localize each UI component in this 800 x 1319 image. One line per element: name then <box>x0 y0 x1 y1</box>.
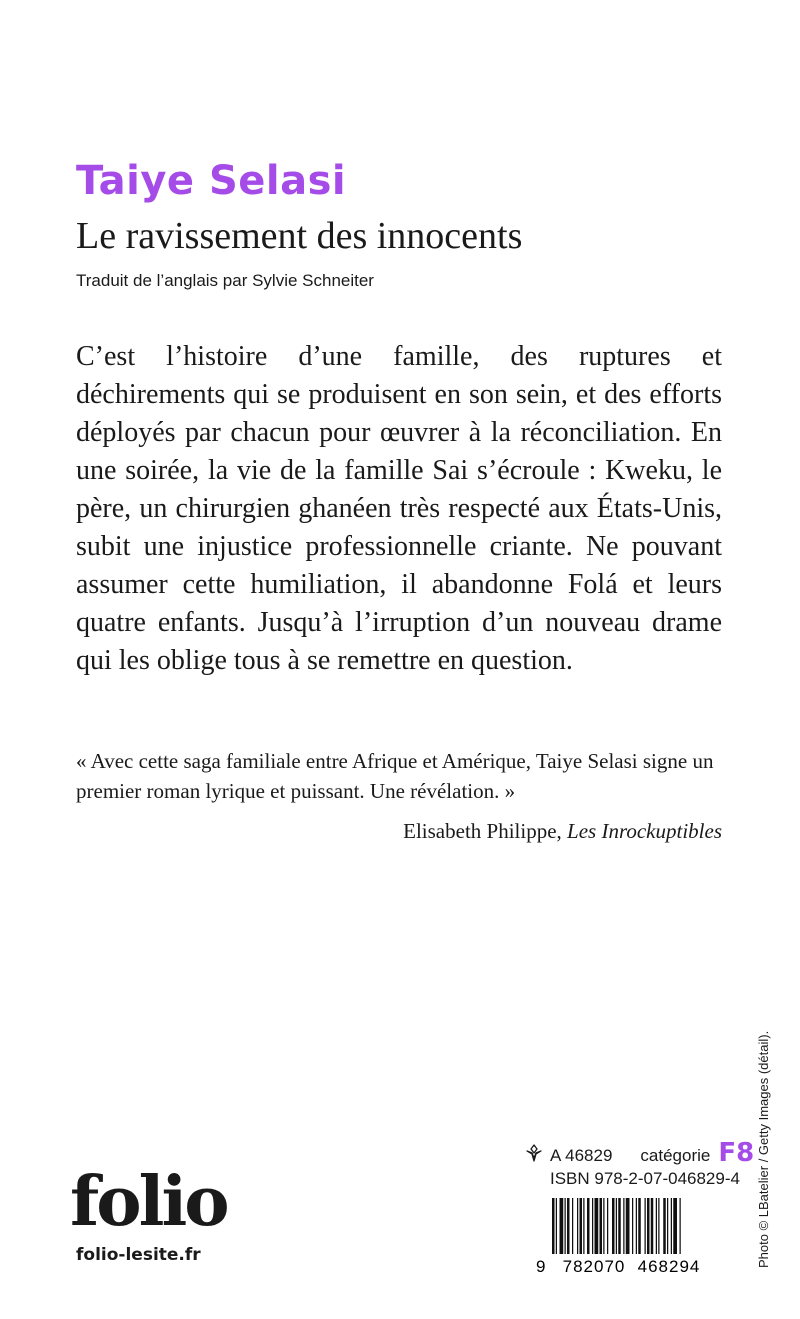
barcode-bar <box>671 1198 672 1254</box>
barcode-left-digits: 782070 <box>562 1257 626 1276</box>
barcode <box>534 1198 724 1276</box>
publication-name: Les Inrockuptibles <box>567 819 722 843</box>
barcode-bar <box>638 1198 641 1254</box>
barcode-bars <box>552 1198 681 1254</box>
barcode-bar <box>565 1198 566 1254</box>
review-attribution <box>403 819 722 844</box>
publisher-website: folio-lesite.fr <box>76 1245 201 1265</box>
barcode-bar <box>632 1198 633 1254</box>
photo-credit: Photo © LBatelier / Getty Images (détail). <box>756 1030 771 1268</box>
barcode-bar <box>560 1198 564 1254</box>
barcode-bar <box>572 1198 573 1254</box>
barcode-bar <box>663 1198 666 1254</box>
barcode-bar <box>636 1198 637 1254</box>
barcode-bar <box>651 1198 654 1254</box>
gallimard-logo-icon <box>524 1144 544 1162</box>
barcode-bar <box>626 1198 630 1254</box>
barcode-bar <box>645 1198 646 1254</box>
barcode-bar <box>592 1198 593 1254</box>
barcode-bar <box>577 1198 578 1254</box>
barcode-bar <box>618 1198 621 1254</box>
author-name: Taiye Selasi <box>76 158 347 204</box>
reference-line <box>524 1138 754 1168</box>
critic-name: Elisabeth Philippe, <box>403 819 568 843</box>
isbn: ISBN 978-2-07-046829-4 <box>550 1169 740 1188</box>
reference-code: A 46829 <box>550 1146 613 1165</box>
barcode-bar <box>673 1198 677 1254</box>
synopsis: C’est l’histoire d’une famille, des ruptures et déchirements qui se produisent en son sein, et des efforts déployés par chacun pour œuvrer à la réconciliation. En une soirée, la vie de la famille Sai s’écroule : Kweku, le père, un chirurgien ghanéen très respecté aux États-Unis, subit une injustice professionnelle criante. Ne pouvant assumer cette humiliation, il abandonne Folá et leurs quatre enfants. Jusqu’à l’irruption d’un nouveau drame qui les oblige tous à se remettre en question. <box>76 341 722 676</box>
barcode-bar <box>567 1198 570 1254</box>
barcode-bar <box>612 1198 615 1254</box>
barcode-first-digit: 9 <box>536 1257 546 1276</box>
barcode-bar <box>595 1198 599 1254</box>
barcode-bar <box>587 1198 590 1254</box>
barcode-bar <box>616 1198 617 1254</box>
folio-logo: folio <box>70 1162 227 1242</box>
translator-credit: Traduit de l’anglais par Sylvie Schneiter <box>76 271 374 290</box>
barcode-bar <box>583 1198 584 1254</box>
category-label: catégorie <box>640 1146 711 1165</box>
category-code: F8 <box>718 1138 755 1168</box>
barcode-bar <box>647 1198 650 1254</box>
barcode-bar <box>656 1198 657 1254</box>
barcode-bar <box>600 1198 603 1254</box>
barcode-bar <box>680 1198 681 1254</box>
book-title: Le ravissement des innocents <box>76 215 523 257</box>
barcode-bar <box>667 1198 668 1254</box>
barcode-bar <box>552 1198 555 1254</box>
barcode-bar <box>580 1198 583 1254</box>
barcode-bar <box>658 1198 659 1254</box>
barcode-bar <box>556 1198 557 1254</box>
barcode-bar <box>623 1198 624 1254</box>
barcode-bar <box>607 1198 608 1254</box>
barcode-bar <box>603 1198 604 1254</box>
barcode-right-digits: 468294 <box>637 1257 701 1276</box>
review-quote: « Avec cette saga familiale entre Afrique et Amérique, Taiye Selasi signe un premier roman lyrique et puissant. Une révélation. » <box>76 749 714 803</box>
